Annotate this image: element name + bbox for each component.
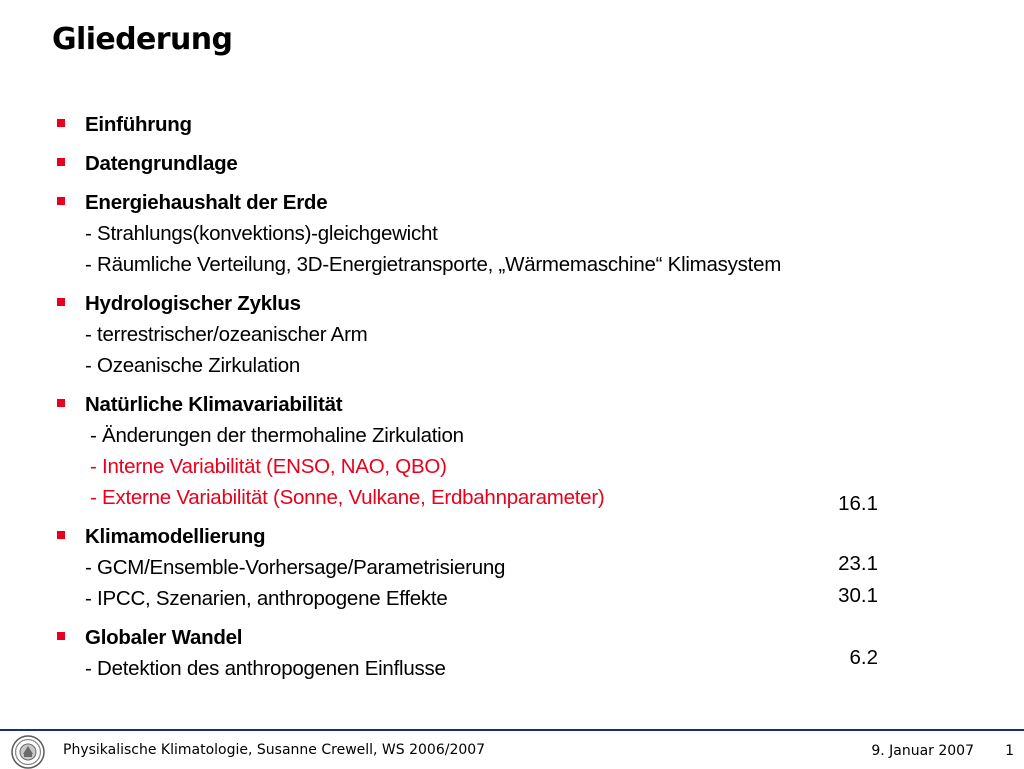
agenda-subitem: - Räumliche Verteilung, 3D-Energietransporte, „Wärmemaschine“ Klimasystem xyxy=(85,253,782,276)
agenda-item-heading: Energiehaushalt der Erde xyxy=(85,191,328,214)
agenda-list xyxy=(55,109,995,692)
agenda-subitem: - Ozeanische Zirkulation xyxy=(85,354,301,377)
agenda-subitem: - Detektion des anthropogenen Einflusse xyxy=(85,657,446,680)
square-bullet-icon xyxy=(57,298,65,306)
footer-course-info: Physikalische Klimatologie, Susanne Crewell, WS 2006/2007 xyxy=(63,742,486,758)
agenda-item-heading: Klimamodellierung xyxy=(85,525,266,548)
slide-title: Gliederung xyxy=(52,22,233,57)
session-date: 6.2 xyxy=(849,646,878,669)
square-bullet-icon xyxy=(57,531,65,539)
square-bullet-icon xyxy=(57,197,65,205)
agenda-item-heading: Einführung xyxy=(85,113,192,136)
square-bullet-icon xyxy=(57,632,65,640)
agenda-subitem: - Strahlungs(konvektions)-gleichgewicht xyxy=(85,222,438,245)
square-bullet-icon xyxy=(57,119,65,127)
agenda-item-heading: Natürliche Klimavariabilität xyxy=(85,393,343,416)
agenda-item xyxy=(55,521,995,614)
square-bullet-icon xyxy=(57,158,65,166)
agenda-subitem: - terrestrischer/ozeanischer Arm xyxy=(85,323,368,346)
agenda-item-heading: Hydrologischer Zyklus xyxy=(85,292,301,315)
agenda-item xyxy=(55,109,995,140)
agenda-subitem: - Interne Variabilität (ENSO, NAO, QBO) xyxy=(90,455,447,478)
agenda-subitem: - Externe Variabilität (Sonne, Vulkane, Erdbahnparameter) xyxy=(90,486,605,509)
session-date: 23.1 xyxy=(838,552,878,575)
square-bullet-icon xyxy=(57,399,65,407)
footer-date: 9. Januar 2007 xyxy=(871,743,974,759)
agenda-item xyxy=(55,622,995,684)
session-date: 16.1 xyxy=(838,492,878,515)
page-number: 1 xyxy=(1005,743,1014,759)
agenda-item xyxy=(55,389,995,513)
agenda-item-heading: Globaler Wandel xyxy=(85,626,243,649)
session-date: 30.1 xyxy=(838,584,878,607)
footer-divider xyxy=(0,729,1024,731)
agenda-item xyxy=(55,288,995,381)
agenda-subitem: - Änderungen der thermohaline Zirkulation xyxy=(90,424,464,447)
agenda-item xyxy=(55,148,995,179)
agenda-item xyxy=(55,187,995,280)
agenda-subitem: - GCM/Ensemble-Vorhersage/Parametrisierung xyxy=(85,556,506,579)
agenda-item-heading: Datengrundlage xyxy=(85,152,238,175)
agenda-subitem: - IPCC, Szenarien, anthropogene Effekte xyxy=(85,587,448,610)
university-seal-icon xyxy=(11,735,45,769)
